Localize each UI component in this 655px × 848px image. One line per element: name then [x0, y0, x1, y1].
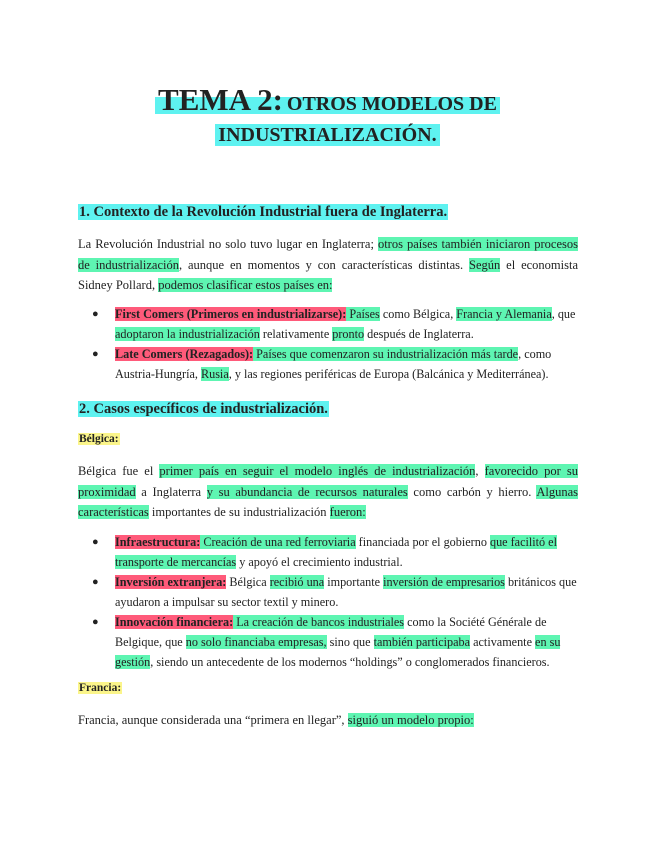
list-item: ● Innovación financiera: La creación de bancos industriales como la Société Générale de Belgique, que no solo financiaba empresas, sino que también participaba activamente en su gestión, siendo un antecedente de los modernos “holdings” o conglomerados financieros.	[78, 612, 578, 672]
list-item: ● Inversión extranjera: Bélgica recibió una importante inversión de empresarios británicos que ayudaron a impulsar su sector textil y minero.	[78, 572, 578, 612]
section1-bullet-list	[78, 304, 578, 384]
title-tema: TEMA 2:	[158, 82, 283, 117]
bullet-icon: ●	[92, 308, 99, 320]
section2-heading: 2. Casos específicos de industrialización.	[79, 401, 328, 417]
list-item: ● Late Comers (Rezagados): Países que comenzaron su industrialización más tarde, como Austria-Hungría, Rusia, y las regiones periféricas de Europa (Balcánica y Mediterránea).	[78, 344, 578, 384]
document-title-line1	[0, 82, 655, 118]
title-rest: OTROS MODELOS DE	[286, 93, 497, 115]
list-item: ● Infraestructura: Creación de una red ferroviaria financiada por el gobierno que facilitó el transporte de mercancías y apoyó el crecimiento industrial.	[78, 532, 578, 572]
belgica-intro: Bélgica fue el primer país en seguir el modelo inglés de industrialización, favorecido por su proximidad a Inglaterra y su abundancia de recursos naturales como carbón y hierro. Algunas características importantes de su industrialización fueron:	[78, 464, 578, 519]
section1-heading: 1. Contexto de la Revolución Industrial fuera de Inglaterra.	[79, 204, 448, 220]
bullet-icon: ●	[92, 348, 99, 360]
bullet-icon: ●	[92, 576, 99, 588]
francia-label: Francia:	[79, 682, 122, 694]
section1-intro: La Revolución Industrial no solo tuvo lugar en Inglaterra; otros países también iniciaron procesos de industrialización, aunque en momentos y con características distintas. Según el economista Sidney Pollard, podemos clasificar estos países en:	[78, 237, 579, 292]
francia-intro: Francia, aunque considerada una “primera en llegar”, siguió un modelo propio:	[78, 713, 474, 727]
bullet-icon: ●	[92, 616, 99, 628]
list-item: ● First Comers (Primeros en industrializarse): Países como Bélgica, Francia y Alemania, que adoptaron la industrialización relativamente pronto después de Inglaterra.	[78, 304, 578, 344]
bullet-icon: ●	[92, 536, 99, 548]
belgica-label: Bélgica:	[79, 433, 119, 445]
belgica-bullet-list	[78, 532, 578, 672]
document-title-line2: INDUSTRIALIZACIÓN.	[0, 124, 655, 147]
